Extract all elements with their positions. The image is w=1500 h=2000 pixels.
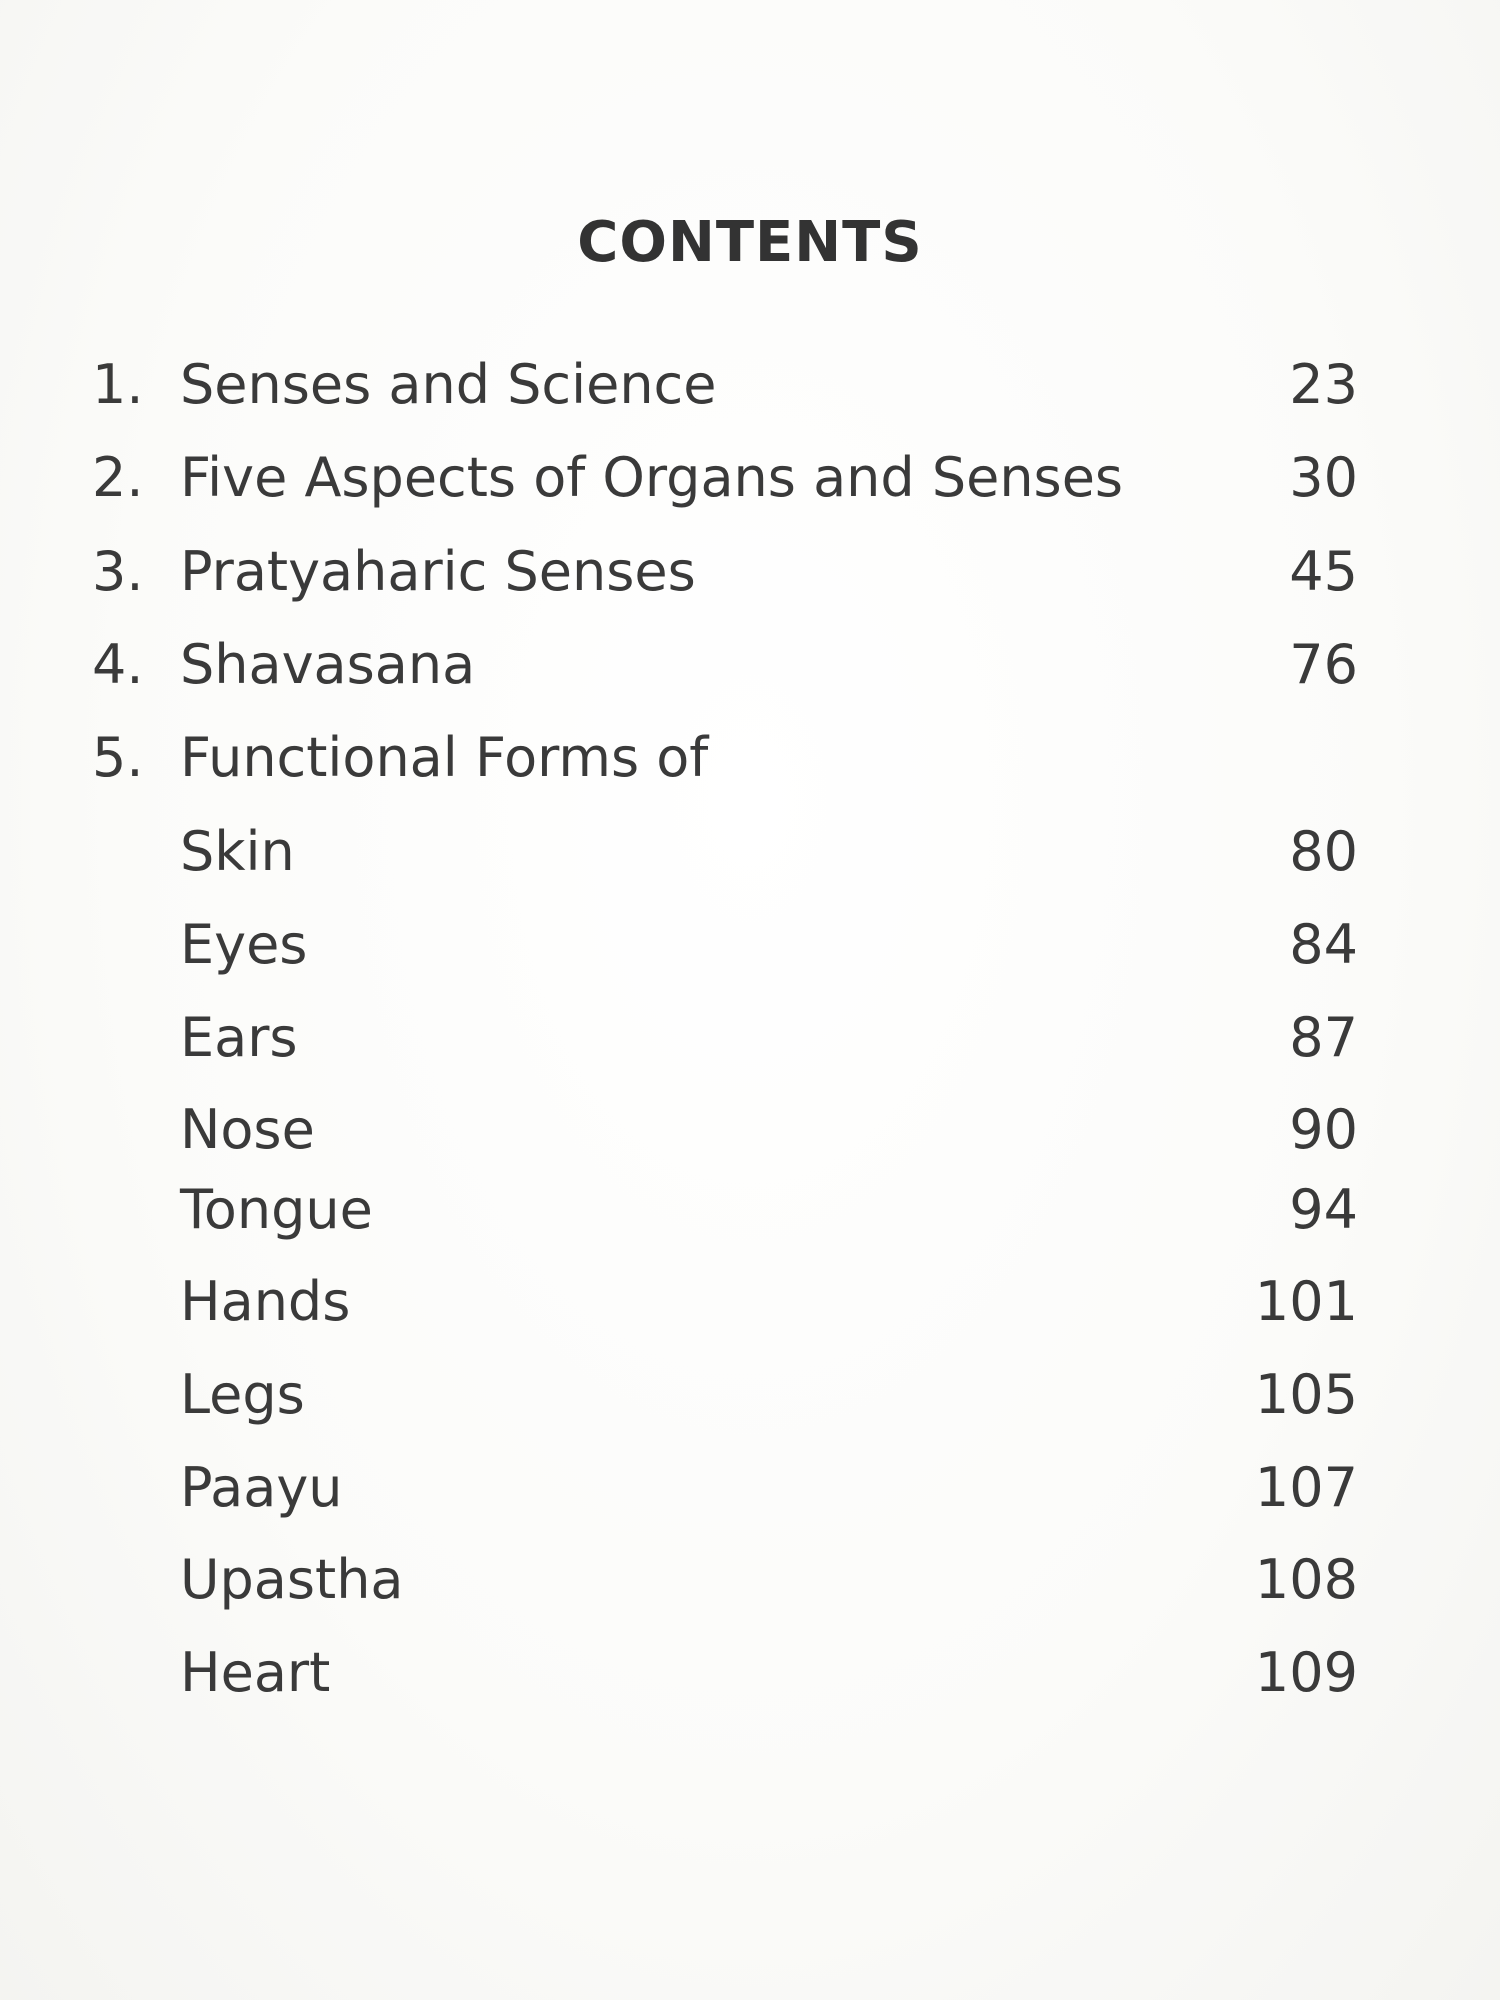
toc-entry: [0, 532, 1500, 612]
entry-page-number: 101: [1254, 1270, 1358, 1333]
entry-title: Shavasana: [180, 633, 476, 696]
entry-number: 1.: [92, 353, 144, 416]
toc-entry: [0, 718, 1500, 798]
entry-title: Hands: [180, 1270, 351, 1333]
toc-subentry: [0, 1448, 1500, 1528]
entry-page-number: 84: [1289, 913, 1358, 976]
entry-page-number: 105: [1254, 1363, 1358, 1426]
entry-title: Heart: [180, 1641, 331, 1704]
entry-title: Skin: [180, 820, 295, 883]
entry-title: Senses and Science: [180, 353, 717, 416]
toc-subentry: [0, 1170, 1500, 1250]
toc-subentry: [0, 1540, 1500, 1620]
entry-page-number: 94: [1289, 1178, 1358, 1241]
toc-subentry: [0, 1262, 1500, 1342]
entry-title: Tongue: [180, 1178, 373, 1241]
entry-page-number: 108: [1254, 1548, 1358, 1611]
entry-page-number: 45: [1289, 540, 1358, 603]
entry-page-number: 76: [1289, 633, 1358, 696]
toc-subentry: [0, 998, 1500, 1078]
entry-title: Upastha: [180, 1548, 404, 1611]
entry-page-number: 80: [1289, 820, 1358, 883]
entry-number: 3.: [92, 540, 144, 603]
entry-title: Pratyaharic Senses: [180, 540, 696, 603]
entry-title: Five Aspects of Organs and Senses: [180, 446, 1124, 509]
entry-title: Legs: [180, 1363, 305, 1426]
entry-number: 2.: [92, 446, 144, 509]
toc-entry: [0, 438, 1500, 518]
toc-entry: [0, 625, 1500, 705]
entry-title: Functional Forms of: [180, 726, 709, 789]
entry-title: Ears: [180, 1006, 298, 1069]
toc-subentry: [0, 1633, 1500, 1713]
entry-page-number: 90: [1289, 1098, 1358, 1161]
entry-page-number: 107: [1254, 1456, 1358, 1519]
toc-subentry: [0, 905, 1500, 985]
toc-subentry: [0, 1355, 1500, 1435]
entry-title: Paayu: [180, 1456, 343, 1519]
entry-number: 4.: [92, 633, 144, 696]
toc-subentry: [0, 1090, 1500, 1170]
toc-subentry: [0, 812, 1500, 892]
entry-page-number: 30: [1289, 446, 1358, 509]
entry-page-number: 109: [1254, 1641, 1358, 1704]
entry-title: Nose: [180, 1098, 315, 1161]
toc-entry: [0, 345, 1500, 425]
entry-page-number: 87: [1289, 1006, 1358, 1069]
entry-title: Eyes: [180, 913, 308, 976]
page-title: CONTENTS: [577, 210, 923, 275]
entry-page-number: 23: [1289, 353, 1358, 416]
entry-number: 5.: [92, 726, 144, 789]
